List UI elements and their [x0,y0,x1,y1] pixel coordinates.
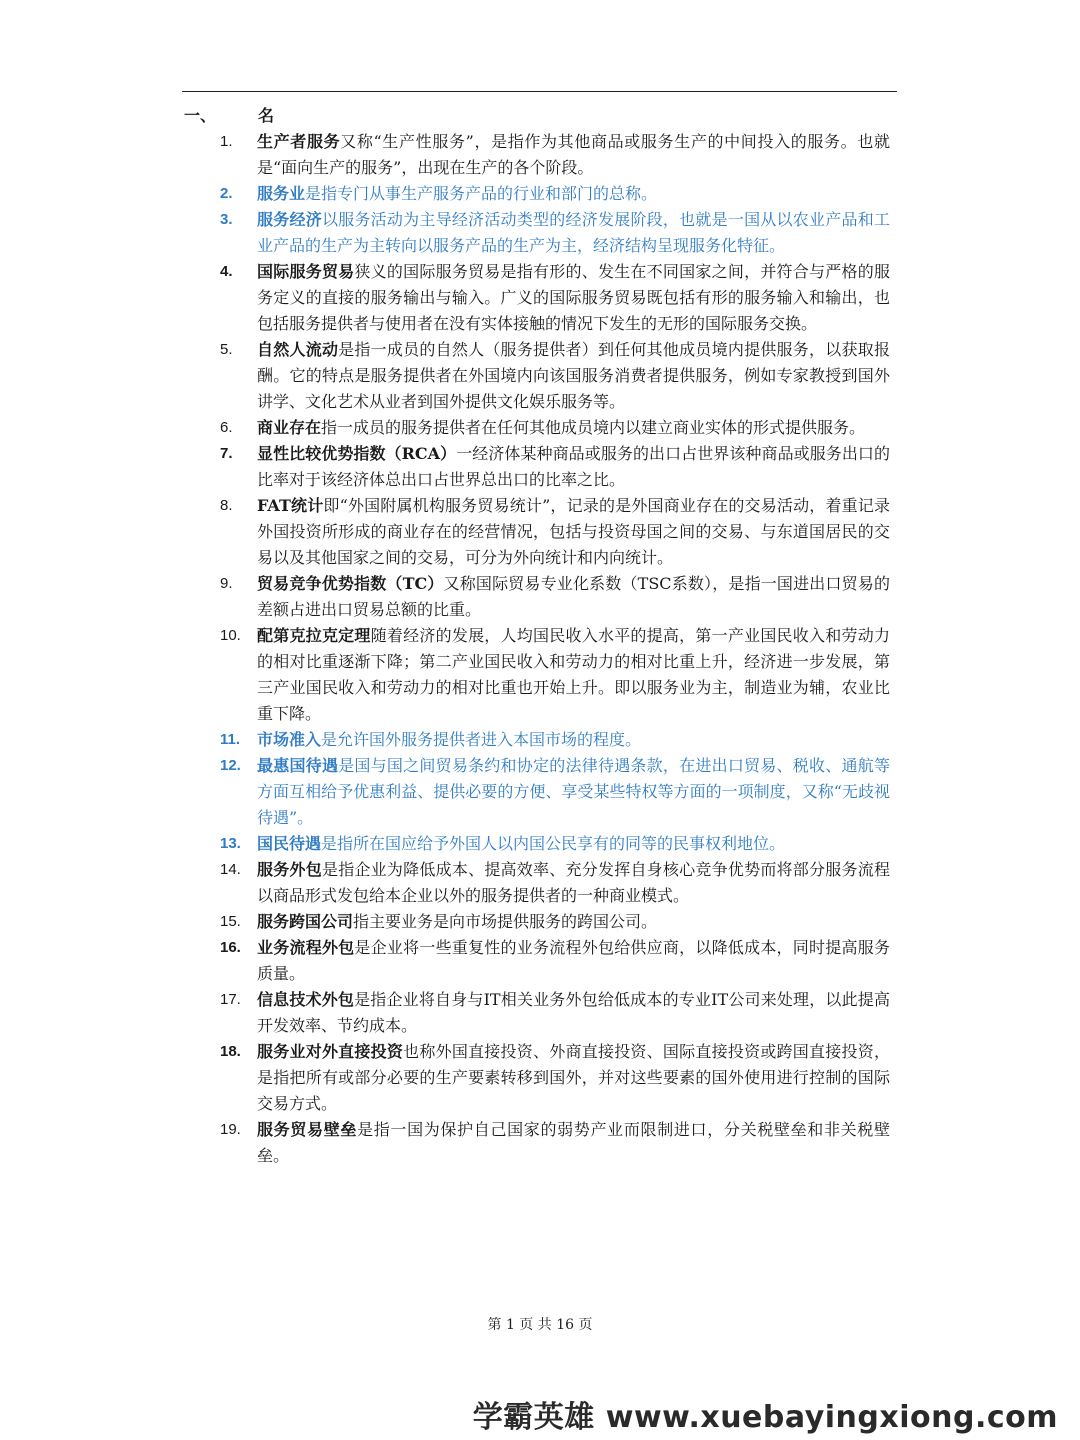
item-number: 1. [220,133,233,150]
item-text: 是指专门从事生产服务产品的行业和部门的总称。 [305,184,658,203]
item-term: 服务跨国公司 [257,912,354,931]
item-term: 配第克拉克定理 [257,626,371,645]
page-number: 第 1 页 共 16 页 [487,1317,593,1333]
item-text: 又称“生产性服务”，是指作为其他商品或服务生产的中间投入的服务。也就是“面向生产的服务”，出现在生产的各个阶段。 [257,132,890,177]
item-text: 也称外国直接投资、外商直接投资、国际直接投资或跨国直接投资，是指把所有或部分必要的生产要素转移到国外，并对这些要素的国外使用进行控制的国际交易方式。 [257,1042,890,1113]
list-item [220,623,890,727]
item-text: 一经济体某种商品或服务的出口占世界该种商品或服务出口的比率对于该经济体总出口占世界总出口的比率之比。 [257,444,890,489]
list-item [220,1039,890,1117]
item-term: 贸易竞争优势指数（TC） [257,574,444,593]
item-number: 10. [220,627,241,644]
item-term: 信息技术外包 [257,990,355,1009]
item-text: 是指所在国应给予外国人以内国公民享有的同等的民事权利地位。 [321,834,786,853]
header-rule [182,91,897,92]
item-term: 生产者服务 [257,132,341,151]
item-term: 市场准入 [257,730,322,749]
item-text: 随着经济的发展，人均国民收入水平的提高，第一产业国民收入和劳动力的相对比重逐渐下降；第二产业国民收入和劳动力的相对比重上升，经济进一步发展，第三产业国民收入和劳动力的相对比重也开始上升。即以服务业为主，制造业为辅，农业比重下降。 [257,626,890,723]
item-number: 4. [220,263,233,280]
item-number: 7. [220,445,233,462]
section-title: 名 [258,106,275,125]
item-text: 以服务活动为主导经济活动类型的经济发展阶段，也就是一国从以农业产品和工业产品的生产为主转向以服务产品的生产为主，经济结构呈现服务化特征。 [257,210,890,255]
list-item [220,987,890,1039]
item-text: 是允许国外服务提供者进入本国市场的程度。 [321,730,642,749]
item-text: 是指一成员的自然人（服务提供者）到任何其他成员境内提供服务，以获取报酬。它的特点是服务提供者在外国境内向该国服务消费者提供服务，例如专家教授到国外讲学、文化艺术从业者到国外提供文化娱乐服务等。 [257,340,890,411]
item-text: 是指企业为降低成本、提高效率、充分发挥自身核心竞争优势而将部分服务流程以商品形式发包给本企业以外的服务提供者的一种商业模式。 [257,860,890,905]
section-heading [184,104,274,128]
item-number: 16. [220,939,241,956]
item-term: 服务外包 [257,860,322,879]
item-number: 3. [220,211,233,228]
list-item [220,935,890,987]
item-text: 指主要业务是向市场提供服务的跨国公司。 [353,912,658,931]
list-item [220,259,890,337]
item-number: 11. [220,731,241,748]
item-text: 是企业将一些重复性的业务流程外包给供应商，以降低成本，同时提高服务质量。 [257,938,890,983]
item-term: 国民待遇 [257,834,322,853]
item-number: 14. [220,861,241,878]
list-item [220,181,890,207]
item-term: 商业存在 [257,418,322,437]
item-term: 显性比较优势指数（RCA） [257,444,457,463]
list-item [220,337,890,415]
item-number: 19. [220,1121,241,1138]
item-text: 是指一国为保护自己国家的弱势产业而限制进口，分关税壁垒和非关税壁垒。 [257,1120,890,1165]
item-number: 13. [220,835,241,852]
item-text: 又称国际贸易专业化系数（TSC系数），是指一国进出口贸易的差额占进出口贸易总额的比重。 [257,574,890,619]
item-term: 服务贸易壁垒 [257,1120,358,1139]
item-number: 6. [220,419,233,436]
list-item [220,415,890,441]
item-term: 服务业对外直接投资 [257,1042,404,1061]
definition-list [220,129,890,1169]
item-number: 8. [220,497,233,514]
item-term: FAT统计 [257,496,324,515]
list-item [220,909,890,935]
item-text: 是指企业将自身与IT相关业务外包给低成本的专业IT公司来处理，以此提高开发效率、节约成本。 [257,990,890,1035]
list-item [220,129,890,181]
list-item [220,753,890,831]
list-item [220,441,890,493]
item-term: 自然人流动 [257,340,339,359]
item-number: 18. [220,1043,241,1060]
item-number: 9. [220,575,233,592]
list-item [220,1117,890,1169]
section-number: 一、 [184,106,217,125]
item-number: 17. [220,991,241,1008]
item-text: 狭义的国际服务贸易是指有形的、发生在不同国家之间，并符合与严格的服务定义的直接的服务输出与输入。广义的国际服务贸易既包括有形的服务输入和输出，也包括服务提供者与使用者在没有实体接触的情况下发生的无形的国际服务交换。 [257,262,890,333]
item-term: 最惠国待遇 [257,756,339,775]
item-number: 15. [220,913,241,930]
item-text: 是国与国之间贸易条约和协定的法律待遇条款，在进出口贸易、税收、通航等方面互相给予优惠利益、提供必要的方便、享受某些特权等方面的一项制度，又称“无歧视待遇”。 [257,756,890,827]
site-watermark: 学霸英雄 www.xuebayingxiong.com [472,1400,1058,1435]
item-number: 5. [220,341,233,358]
list-item [220,571,890,623]
list-item [220,857,890,909]
item-term: 服务经济 [257,210,322,229]
item-term: 服务业 [257,184,306,203]
item-number: 2. [220,185,233,202]
list-item [220,493,890,571]
item-text: 指一成员的服务提供者在任何其他成员境内以建立商业实体的形式提供服务。 [321,418,866,437]
list-item [220,831,890,857]
list-item [220,727,890,753]
item-term: 国际服务贸易 [257,262,355,281]
item-text: 即“外国附属机构服务贸易统计”，记录的是外国商业存在的交易活动，着重记录外国投资所形成的商业存在的经营情况，包括与投资母国之间的交易、与东道国居民的交易以及其他国家之间的交易，可分为外向统计和内向统计。 [257,496,890,567]
item-number: 12. [220,757,241,774]
list-item [220,207,890,259]
item-term: 业务流程外包 [257,938,355,957]
